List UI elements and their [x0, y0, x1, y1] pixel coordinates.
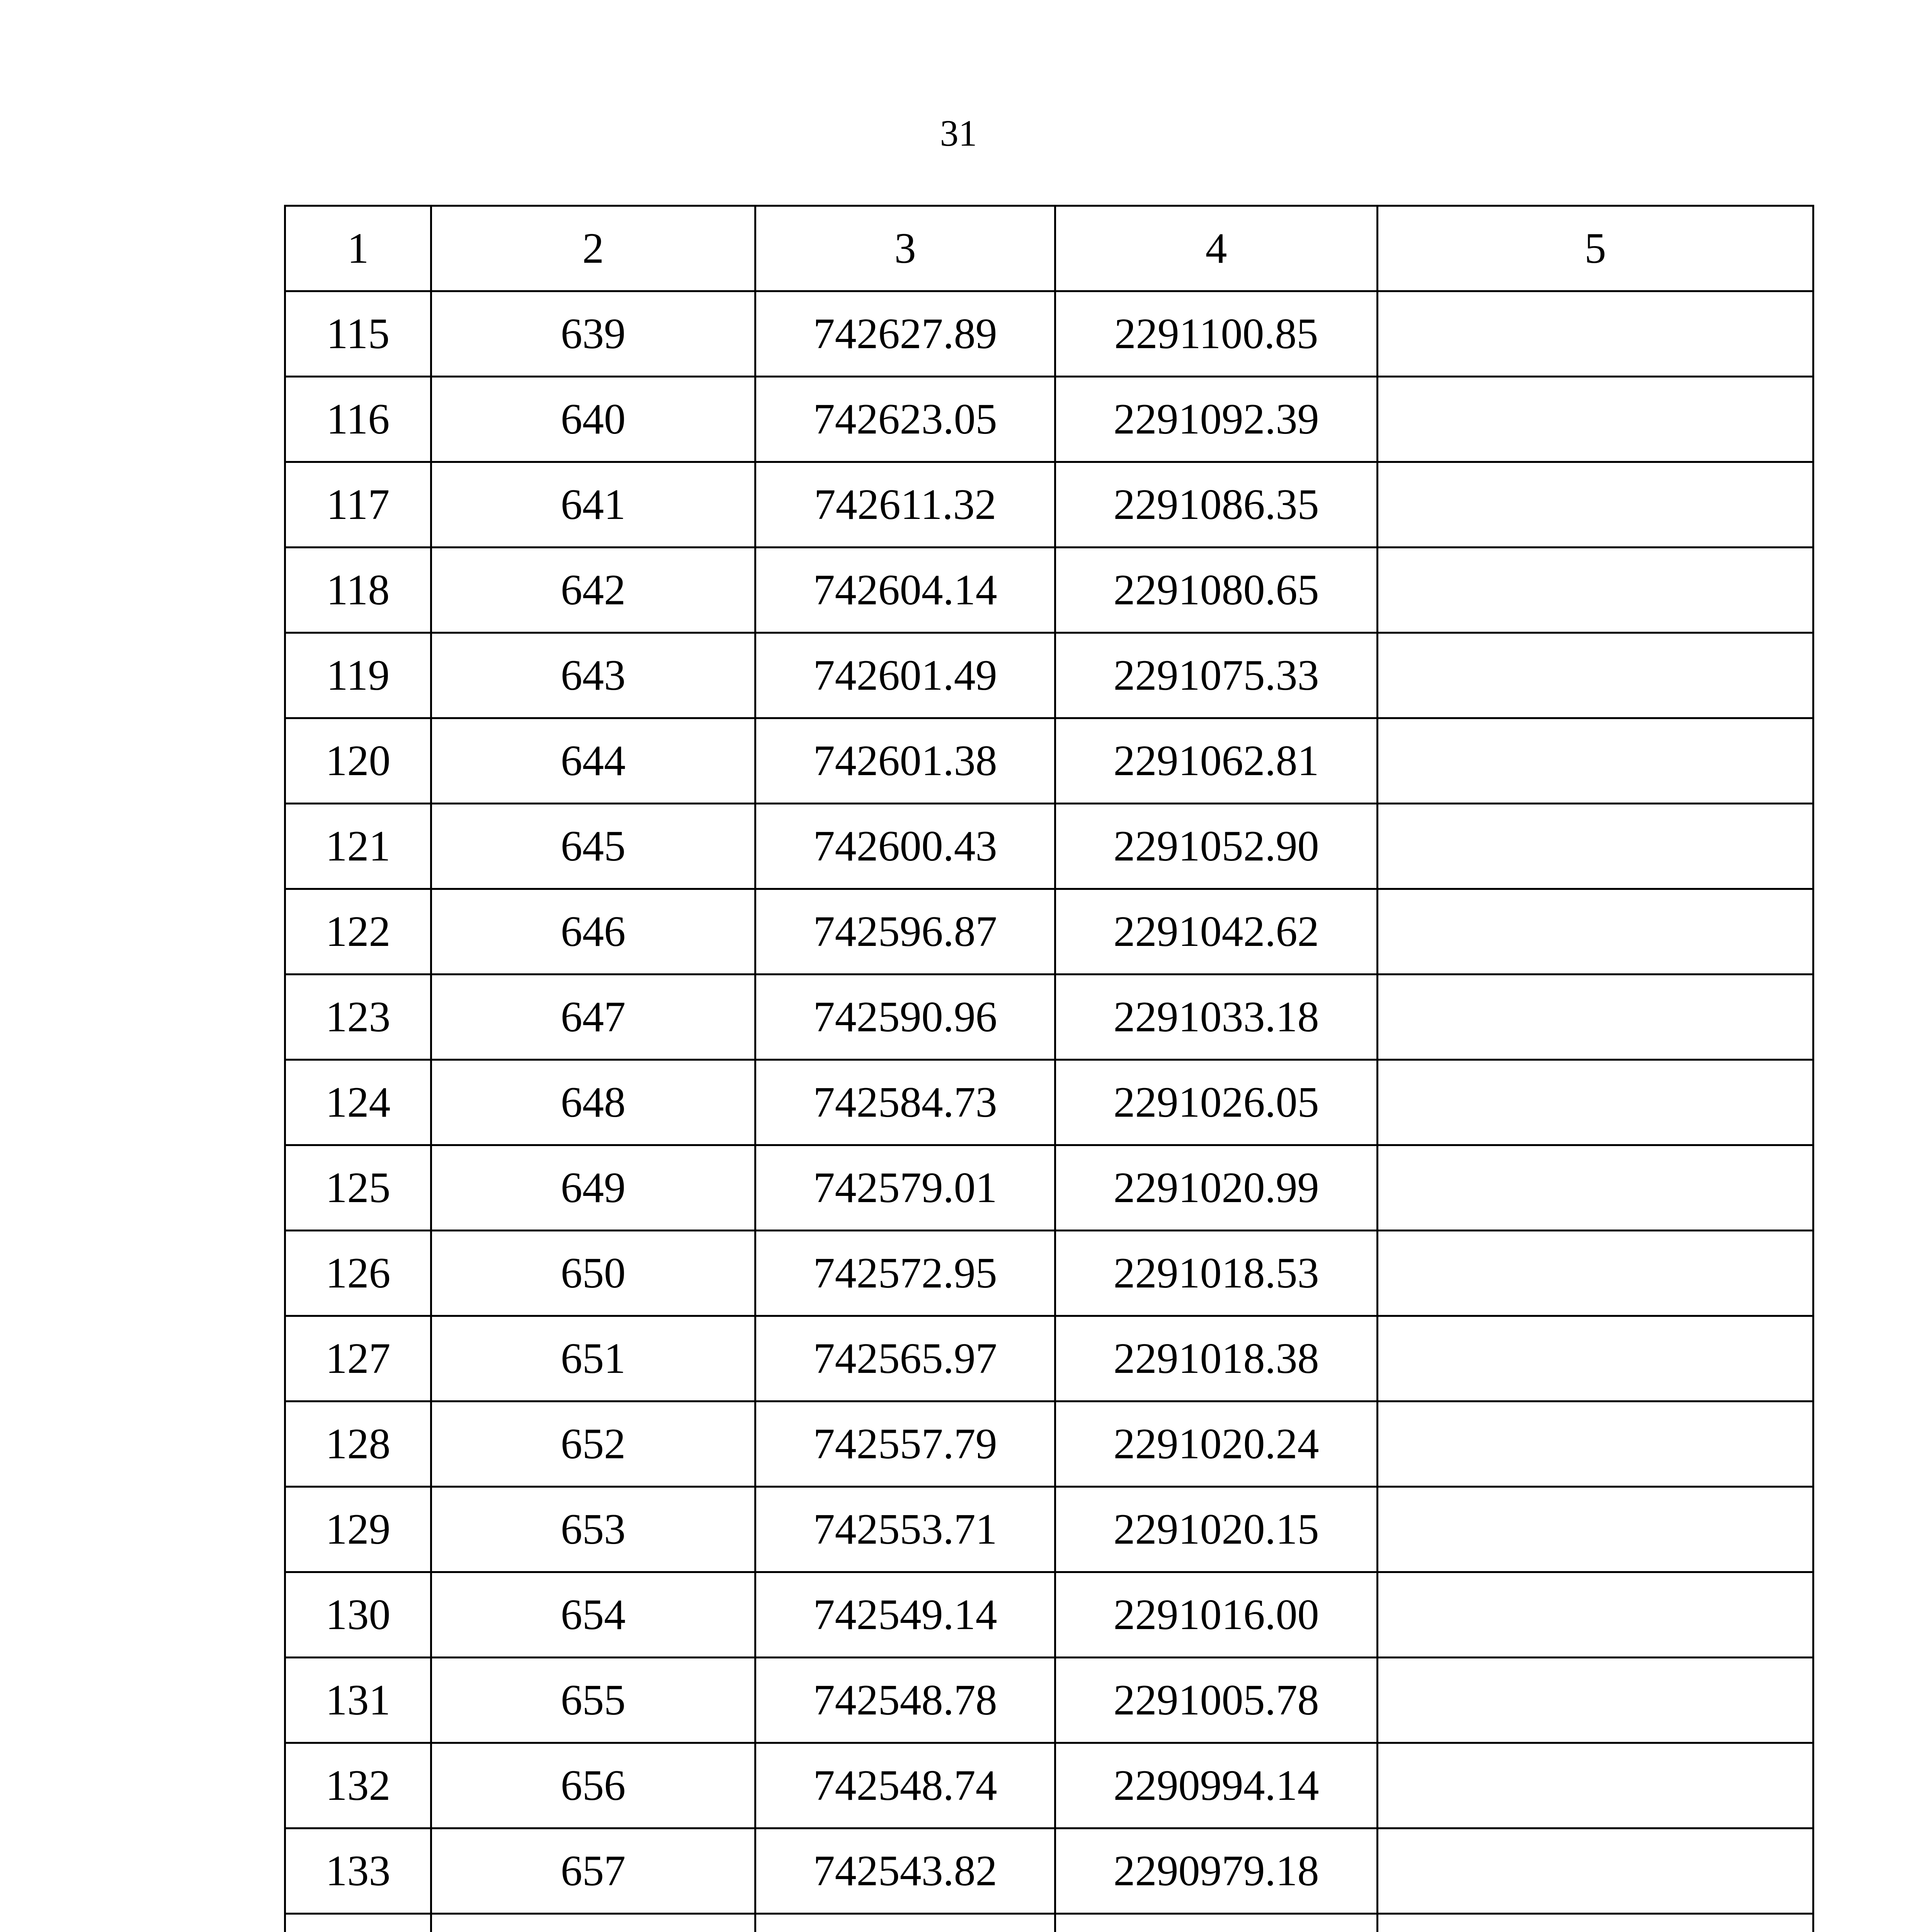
table-cell-col-3: 742543.82 — [755, 1828, 1055, 1914]
table-cell-col-2: 639 — [431, 291, 755, 377]
table-cell-col-4: 2291100.85 — [1055, 291, 1378, 377]
table-cell-col-4: 2291092.39 — [1055, 377, 1378, 462]
table-row — [285, 1401, 1813, 1487]
header-cell-1: 1 — [285, 206, 431, 291]
table-row — [285, 975, 1813, 1060]
table-cell-col-3: 742623.05 — [755, 377, 1055, 462]
table-row — [285, 1743, 1813, 1828]
table-cell-col-1: 124 — [285, 1060, 431, 1145]
table-cell-col-5 — [1378, 1060, 1813, 1145]
table-cell-col-4: 2291016.00 — [1055, 1572, 1378, 1658]
table-cell-col-1: 128 — [285, 1401, 431, 1487]
table-cell-col-3: 742600.43 — [755, 804, 1055, 889]
table-cell-col-1 — [285, 1914, 431, 1932]
coordinates-table — [284, 205, 1814, 1932]
table-cell-col-3: 742601.38 — [755, 718, 1055, 804]
table-cell-col-4: 2291086.35 — [1055, 462, 1378, 548]
table-cell-col-3: 742596.87 — [755, 889, 1055, 975]
table-cell-col-3: 742579.01 — [755, 1145, 1055, 1231]
table-cell-col-2: 649 — [431, 1145, 755, 1231]
table-cell-col-1: 117 — [285, 462, 431, 548]
table-cell-col-2: 654 — [431, 1572, 755, 1658]
table-cell-col-5 — [1378, 1145, 1813, 1231]
table-cell-col-3: 742553.71 — [755, 1487, 1055, 1572]
table-row — [285, 889, 1813, 975]
table-cell-col-2: 641 — [431, 462, 755, 548]
table-cell-col-2: 656 — [431, 1743, 755, 1828]
table-cell-col-5 — [1378, 1914, 1813, 1932]
table-row — [285, 1145, 1813, 1231]
table-cell-col-1: 132 — [285, 1743, 431, 1828]
table-cell-col-1: 126 — [285, 1231, 431, 1316]
table-cell-col-4: 2291033.18 — [1055, 975, 1378, 1060]
table-cell-col-4: 2291042.62 — [1055, 889, 1378, 975]
table-cell-col-5 — [1378, 1572, 1813, 1658]
table-cell-col-2: 651 — [431, 1316, 755, 1401]
table-cell-col-3: 742557.79 — [755, 1401, 1055, 1487]
table-cell-col-3: 742604.14 — [755, 548, 1055, 633]
table-cell-col-2: 640 — [431, 377, 755, 462]
table-cell-col-5 — [1378, 1487, 1813, 1572]
table-cell-col-5 — [1378, 291, 1813, 377]
table-cell-col-1: 130 — [285, 1572, 431, 1658]
table-cell-col-1: 120 — [285, 718, 431, 804]
table-cell-col-2: 657 — [431, 1828, 755, 1914]
table-cell-col-5 — [1378, 889, 1813, 975]
table-cell-col-5 — [1378, 377, 1813, 462]
table-cell-col-2: 646 — [431, 889, 755, 975]
header-cell-4: 4 — [1055, 206, 1378, 291]
table-cell-col-5 — [1378, 1316, 1813, 1401]
table-cell-col-1: 119 — [285, 633, 431, 718]
table-cell-col-4: 2291018.53 — [1055, 1231, 1378, 1316]
table-cell-col-1: 118 — [285, 548, 431, 633]
table-cell-col-3: 742549.14 — [755, 1572, 1055, 1658]
table-cell-col-4: 2291052.90 — [1055, 804, 1378, 889]
table-cell-col-3 — [755, 1914, 1055, 1932]
table-row — [285, 1658, 1813, 1743]
table-cell-col-1: 116 — [285, 377, 431, 462]
table-row — [285, 1060, 1813, 1145]
table-cell-col-2: 647 — [431, 975, 755, 1060]
table-row — [285, 462, 1813, 548]
table-cell-col-5 — [1378, 548, 1813, 633]
table-cell-col-5 — [1378, 718, 1813, 804]
table-cell-col-4: 2291026.05 — [1055, 1060, 1378, 1145]
table-cell-col-2: 643 — [431, 633, 755, 718]
header-cell-3: 3 — [755, 206, 1055, 291]
table-cell-col-1: 129 — [285, 1487, 431, 1572]
table-cell-col-2: 645 — [431, 804, 755, 889]
table-row — [285, 291, 1813, 377]
table-cell-col-1: 133 — [285, 1828, 431, 1914]
table-cell-col-3: 742627.89 — [755, 291, 1055, 377]
table-cell-col-5 — [1378, 804, 1813, 889]
table-cell-col-2: 653 — [431, 1487, 755, 1572]
table-cell-col-5 — [1378, 633, 1813, 718]
table-cell-col-4: 2291005.78 — [1055, 1658, 1378, 1743]
table-cell-col-4: 2291020.15 — [1055, 1487, 1378, 1572]
table-cell-col-2: 644 — [431, 718, 755, 804]
table-cell-col-4: 2290994.14 — [1055, 1743, 1378, 1828]
table-cell-col-3: 742584.73 — [755, 1060, 1055, 1145]
table-cell-col-4 — [1055, 1914, 1378, 1932]
table-cell-col-5 — [1378, 1401, 1813, 1487]
table-row — [285, 633, 1813, 718]
table-cell-col-3: 742611.32 — [755, 462, 1055, 548]
table-row — [285, 1828, 1813, 1914]
page-number: 31 — [940, 112, 977, 154]
table-row — [285, 1914, 1813, 1932]
table-cell-col-5 — [1378, 1828, 1813, 1914]
table-cell-col-5 — [1378, 462, 1813, 548]
header-cell-2: 2 — [431, 206, 755, 291]
table-cell-col-3: 742601.49 — [755, 633, 1055, 718]
table-cell-col-3: 742548.74 — [755, 1743, 1055, 1828]
table-header-row — [285, 206, 1813, 291]
table-cell-col-2: 655 — [431, 1658, 755, 1743]
table-cell-col-5 — [1378, 1231, 1813, 1316]
table-cell-col-3: 742548.78 — [755, 1658, 1055, 1743]
table-row — [285, 718, 1813, 804]
table-body — [285, 291, 1813, 1932]
table-cell-col-4: 2291062.81 — [1055, 718, 1378, 804]
table-row — [285, 1316, 1813, 1401]
table-cell-col-3: 742565.97 — [755, 1316, 1055, 1401]
table-cell-col-4: 2291080.65 — [1055, 548, 1378, 633]
table-cell-col-1: 127 — [285, 1316, 431, 1401]
table-cell-col-1: 115 — [285, 291, 431, 377]
table-cell-col-4: 2291075.33 — [1055, 633, 1378, 718]
table-row — [285, 1572, 1813, 1658]
table-row — [285, 548, 1813, 633]
table-cell-col-1: 123 — [285, 975, 431, 1060]
table-cell-col-5 — [1378, 1743, 1813, 1828]
table-cell-col-3: 742572.95 — [755, 1231, 1055, 1316]
table-cell-col-1: 122 — [285, 889, 431, 975]
table-cell-col-5 — [1378, 1658, 1813, 1743]
table-cell-col-4: 2291020.99 — [1055, 1145, 1378, 1231]
table-cell-col-5 — [1378, 975, 1813, 1060]
table-cell-col-4: 2291020.24 — [1055, 1401, 1378, 1487]
table-cell-col-1: 125 — [285, 1145, 431, 1231]
table-row — [285, 1231, 1813, 1316]
header-cell-5: 5 — [1378, 206, 1813, 291]
table-cell-col-2: 648 — [431, 1060, 755, 1145]
table-row — [285, 1487, 1813, 1572]
table-row — [285, 804, 1813, 889]
table-cell-col-2: 652 — [431, 1401, 755, 1487]
table-cell-col-4: 2290979.18 — [1055, 1828, 1378, 1914]
table-cell-col-4: 2291018.38 — [1055, 1316, 1378, 1401]
table-cell-col-2: 650 — [431, 1231, 755, 1316]
table-cell-col-3: 742590.96 — [755, 975, 1055, 1060]
table-row — [285, 377, 1813, 462]
table-cell-col-2: 642 — [431, 548, 755, 633]
table-cell-col-1: 131 — [285, 1658, 431, 1743]
table-cell-col-1: 121 — [285, 804, 431, 889]
table-cell-col-2 — [431, 1914, 755, 1932]
